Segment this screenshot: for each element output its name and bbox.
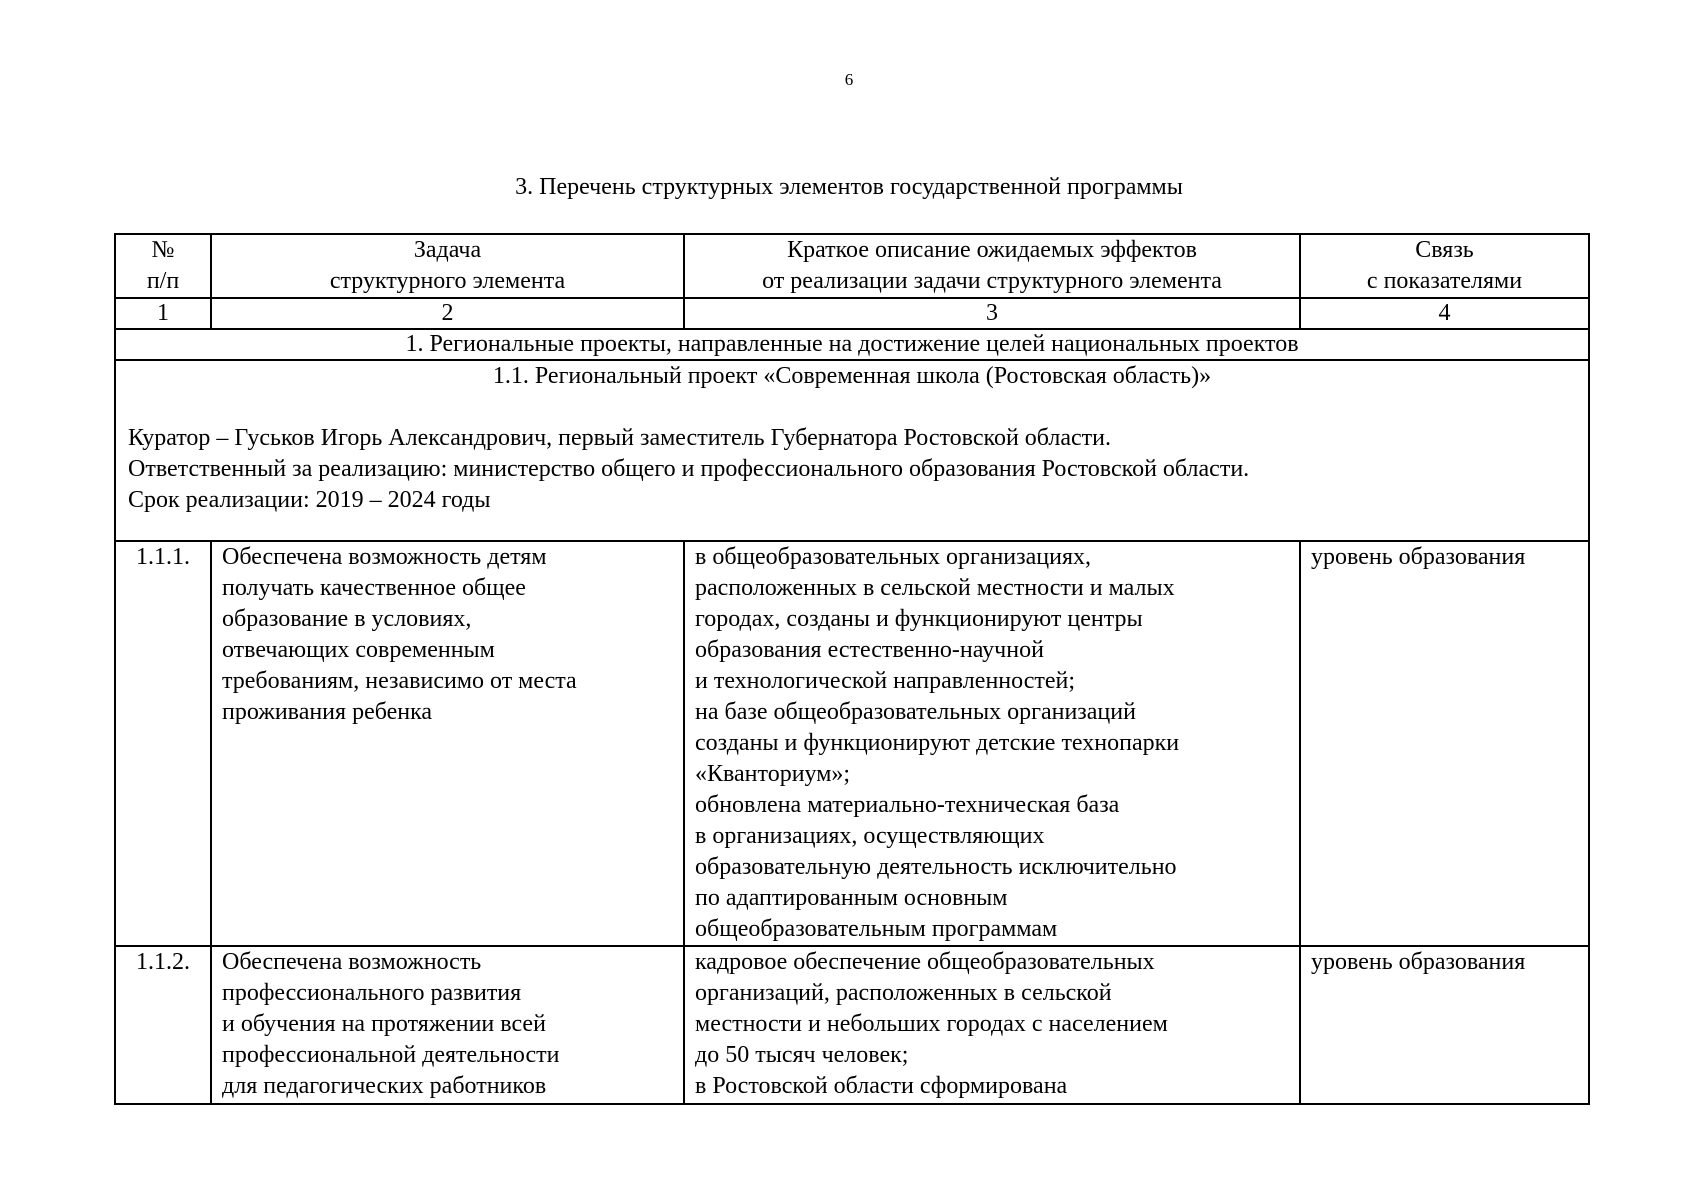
row-number: 1.1.1. bbox=[115, 541, 211, 946]
header-text: с показателями bbox=[1366, 268, 1523, 294]
effect-line: образовательную деятельность исключительно bbox=[695, 854, 1177, 880]
task-line: требованиям, независимо от места bbox=[222, 668, 577, 694]
row-task bbox=[211, 541, 684, 946]
effect-line: образования естественно-научной bbox=[695, 637, 1044, 663]
spacer bbox=[128, 392, 1576, 423]
section-heading-row bbox=[115, 329, 1589, 360]
effect-line: в общеобразовательных организациях, bbox=[695, 544, 1091, 570]
effect-line: по адаптированным основным bbox=[695, 885, 1008, 911]
effect-line: на базе общеобразовательных организаций bbox=[695, 699, 1136, 725]
project-curator: Куратор – Гуськов Игорь Александрович, первый заместитель Губернатора Ростовской области. bbox=[128, 425, 1112, 451]
project-info bbox=[115, 360, 1589, 541]
effect-line: местности и небольших городах с населением bbox=[695, 1011, 1168, 1037]
header-task bbox=[211, 234, 684, 298]
column-number: 4 bbox=[1300, 298, 1589, 329]
row-indicator: уровень образования bbox=[1300, 541, 1589, 946]
row-effects bbox=[684, 946, 1300, 1104]
section-heading: 1. Региональные проекты, направленные на достижение целей национальных проектов bbox=[115, 329, 1589, 360]
row-indicator: уровень образования bbox=[1300, 946, 1589, 1104]
header-text: структурного элемента bbox=[329, 268, 566, 294]
row-effects bbox=[684, 541, 1300, 946]
header-text: Задача bbox=[413, 237, 482, 263]
header-indicators bbox=[1300, 234, 1589, 298]
header-text: от реализации задачи структурного элемента bbox=[762, 268, 1222, 294]
effect-line: расположенных в сельской местности и малых bbox=[695, 575, 1175, 601]
row-number: 1.1.2. bbox=[115, 946, 211, 1104]
effect-line: до 50 тысяч человек; bbox=[695, 1042, 909, 1068]
table-row bbox=[115, 541, 1589, 946]
column-number: 1 bbox=[115, 298, 211, 329]
task-line: образование в условиях, bbox=[222, 606, 472, 632]
project-row bbox=[115, 360, 1589, 541]
task-line: для педагогических работников bbox=[222, 1073, 547, 1099]
table-row bbox=[115, 946, 1589, 1104]
header-text: № bbox=[151, 237, 175, 263]
structural-elements-table bbox=[114, 233, 1590, 1105]
effect-line: в Ростовской области сформирована bbox=[695, 1073, 1068, 1099]
task-line: Обеспечена возможность детям bbox=[222, 544, 547, 570]
task-line: профессиональной деятельности bbox=[222, 1042, 560, 1068]
project-responsible: Ответственный за реализацию: министерство общего и профессионального образования Ростовской области. bbox=[128, 456, 1250, 482]
effect-line: созданы и функционируют детские технопарки bbox=[695, 730, 1180, 756]
table-header-row bbox=[115, 234, 1589, 298]
page-number: 6 bbox=[844, 70, 854, 89]
effect-line: городах, созданы и функционируют центры bbox=[695, 606, 1143, 632]
header-text: Краткое описание ожидаемых эффектов bbox=[787, 237, 1197, 263]
effect-line: «Кванториум»; bbox=[695, 761, 851, 787]
effect-line: организаций, расположенных в сельской bbox=[695, 980, 1112, 1006]
column-number: 3 bbox=[684, 298, 1300, 329]
task-line: отвечающих современным bbox=[222, 637, 495, 663]
row-task bbox=[211, 946, 684, 1104]
task-line: проживания ребенка bbox=[222, 699, 433, 725]
effect-line: кадровое обеспечение общеобразовательных bbox=[695, 949, 1155, 975]
header-effects bbox=[684, 234, 1300, 298]
section-title: 3. Перечень структурных элементов государственной программы bbox=[515, 174, 1183, 200]
task-line: и обучения на протяжении всей bbox=[222, 1011, 546, 1037]
header-text: Связь bbox=[1415, 237, 1474, 263]
task-line: Обеспечена возможность bbox=[222, 949, 482, 975]
effect-line: и технологической направленностей; bbox=[695, 668, 1076, 694]
project-title: 1.1. Региональный проект «Современная школа (Ростовская область)» bbox=[492, 363, 1212, 389]
header-number bbox=[115, 234, 211, 298]
effect-line: общеобразовательным программам bbox=[695, 916, 1058, 942]
column-numbers-row bbox=[115, 298, 1589, 329]
effect-line: в организациях, осуществляющих bbox=[695, 823, 1045, 849]
project-term: Срок реализации: 2019 – 2024 годы bbox=[128, 487, 491, 513]
effect-line: обновлена материально-техническая база bbox=[695, 792, 1120, 818]
column-number: 2 bbox=[211, 298, 684, 329]
task-line: профессионального развития bbox=[222, 980, 522, 1006]
header-text: п/п bbox=[146, 268, 180, 294]
task-line: получать качественное общее bbox=[222, 575, 526, 601]
